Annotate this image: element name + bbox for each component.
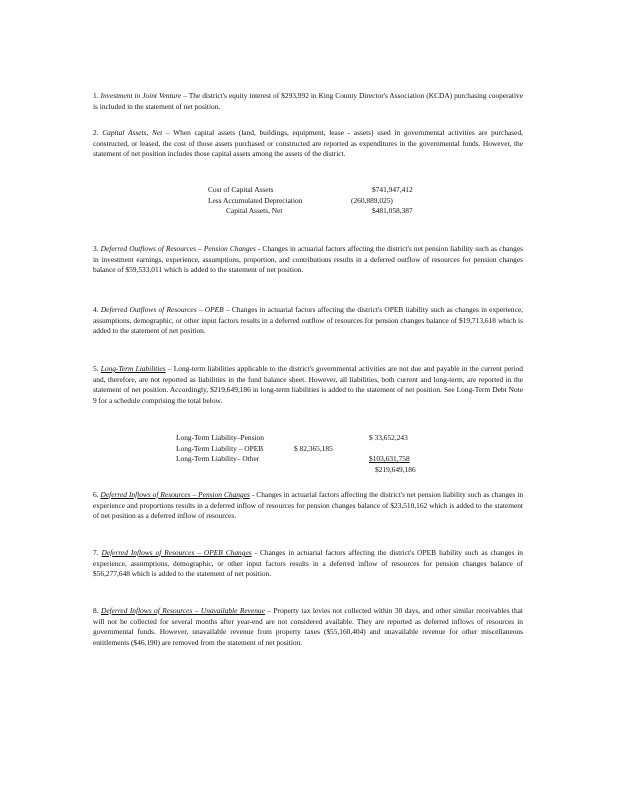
table-row [208,196,428,207]
item-number: 2. [93,128,99,137]
item-text: - Changes in actuarial factors affecting the district's OPEB liability such as changes in experience, assumptions, demographic, or other input factors results in a deferred inflow of resources for pension changes balance of $56,277,648 which is added to the statement of net position. [93,548,524,579]
item-number: 5. [93,364,99,373]
item-number: 8. [93,606,99,615]
table-row [176,454,436,465]
item-title: Deferred Outflows of Resources – OPEB [100,305,224,314]
long-term-liabilities-table [176,433,436,475]
table-row [208,206,428,217]
note-item-2 [93,128,523,160]
row-value: $481,058,387 [372,206,413,216]
item-title: Deferred Inflows of Resources – OPEB Changes [101,548,252,557]
item-number: 4. [93,305,99,314]
row-value: $741,947,412 [372,185,413,194]
total-value: $219,649,186 [375,464,416,474]
item-title: Long-Term Liabilities [100,364,166,373]
item-title: Capital Assets, Net [102,128,163,137]
row-value: $ 33,652,243 [369,433,408,442]
row-label: Long-Term Liability–Pension [176,433,264,442]
table-row [176,433,436,444]
item-number: 3. [93,244,99,253]
item-text: – When capital assets (land, buildings, equipment, lease - assets) used in governmental activities are purchased, constructed, or leased, the cost of those assets purchased or constructed are reported as expenditures in the governmental funds. However, the statement of net position includes those capital assets among the assets of the district. [93,128,523,159]
note-item-1 [93,91,523,112]
item-title: Investment in Joint Venture [100,91,182,100]
note-item-6 [93,490,523,522]
capital-assets-table [208,185,428,217]
item-number: 1. [93,91,99,100]
item-text: – Changes in actuarial factors affecting the district's OPEB liability such as changes in experience, assumptions, demographic, or other input factors results in a deferred outflow of resources for pension changes balance of $19,713,618 which is added to the statement of net position. [93,305,524,336]
item-text: - Changes in actuarial factors affecting the district's net pension liability such as changes in investment earnings, experience, assumptions, proportion, and contributions results in a deferred outflow of resources for pension changes balance of $59,533,011 which is added to the statement of net position. [93,244,523,275]
table-total-row [176,465,436,476]
item-number: 7. [93,548,99,557]
table-row [176,444,436,455]
item-title: Deferred Outflows of Resources – Pension Changes [100,244,256,253]
note-item-7 [93,548,523,580]
item-number: 6. [93,490,99,499]
note-item-8 [93,606,523,648]
row-label: Cost of Capital Assets [208,185,274,194]
row-label: Long-Term Liability – OPEB [176,443,264,453]
item-text: – Long-term liabilities applicable to the district's governmental activities are not due and payable in the current period and, therefore, are not reported as liabilities in the fund balance sheet. However, all liabilities, both current and long-term, are reported in the statement of net position. Accordingly, $219,649,186 in long-term liabilities is added to the statement of net position. See Long-Term Debt Note 9 for a schedule comprising the total below. [93,364,523,405]
row-value: (260,889,025) [351,195,393,205]
row-value: $103,631,758 [369,454,410,464]
item-text: – The district's equity interest of $293,992 in King County Director's Association (KCDA) purchasing cooperative is included in the statement of net position. [93,91,523,111]
item-text: – Property tax levies not collected within 30 days, and other similar receivables that will not be collected for several months after year-end are not considered available. They are reported as deferred inflows of resources in governmental funds. However, unavailable revenue from property taxes ($55,160,404) and unavailable revenue for other miscellaneous entitlements ($46,190) are removed from the statement of net position. [93,606,523,647]
table-row [208,185,428,196]
note-item-5 [93,364,523,406]
row-label: Less Accumulated Depreciation [208,195,303,205]
row-value: $ 82,365,185 [294,443,333,453]
item-title: Deferred Inflows of Resources – Unavailable Revenue [101,606,265,615]
item-text: - Changes in actuarial factors affecting the district's net pension liability such as changes in experience and proportions results in a deferred inflow of resources for pension changes balance of $23,510,162 which is added to the statement of net position as a deferred inflow of resources. [93,490,524,521]
item-title: Deferred Inflows of Resources – Pension Changes [100,490,250,499]
note-item-3 [93,244,523,276]
note-item-4 [93,305,523,337]
row-label: Capital Assets, Net [226,206,283,216]
row-label: Long-Term Liability– Other [176,454,260,464]
